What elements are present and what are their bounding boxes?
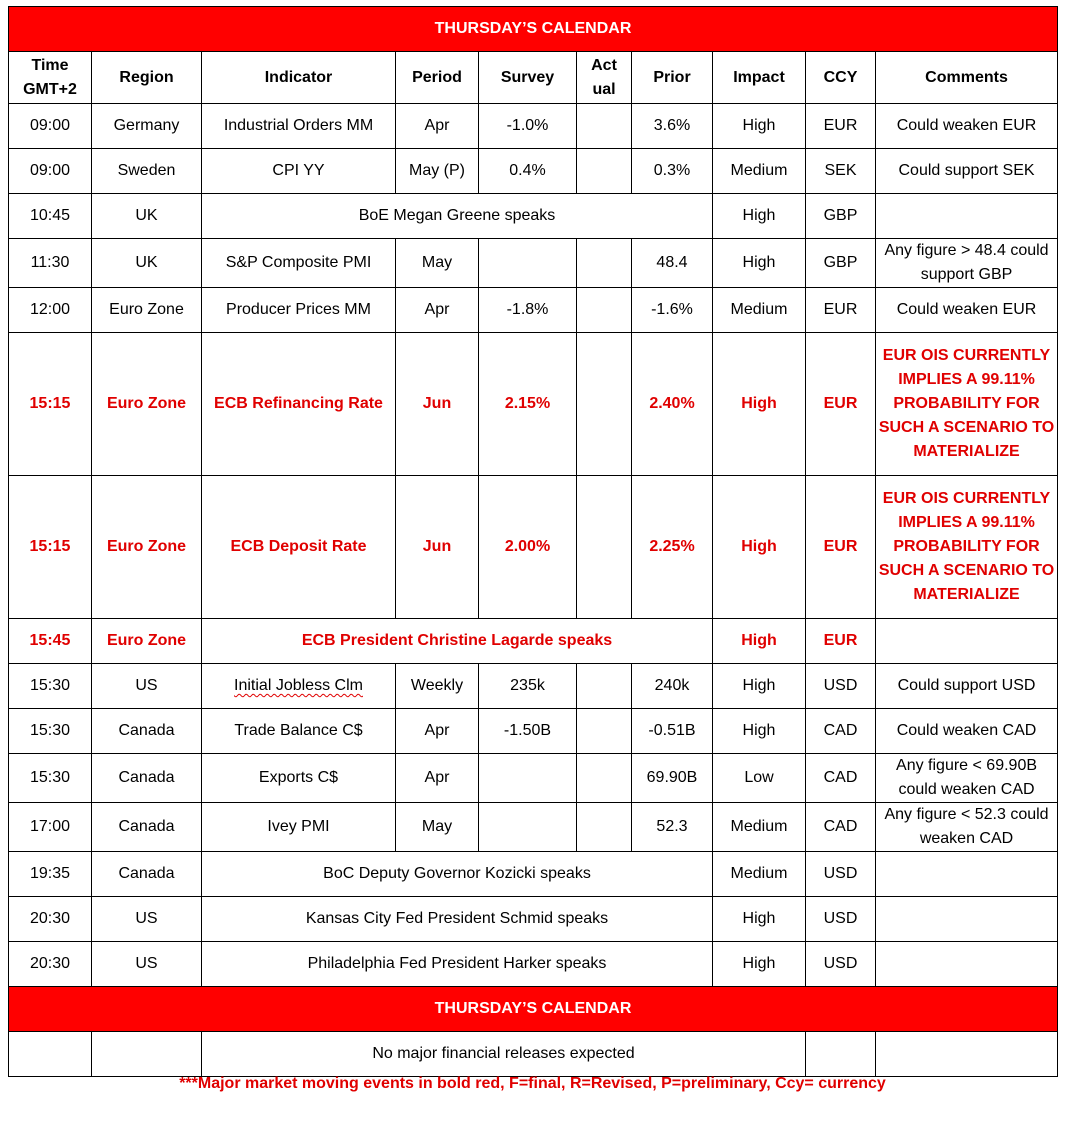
cell-impact: High bbox=[713, 333, 806, 476]
cell-actual bbox=[577, 288, 632, 333]
cell-actual bbox=[577, 476, 632, 619]
second-calendar-title: THURSDAY’S CALENDAR bbox=[9, 987, 1058, 1032]
cell-actual bbox=[577, 239, 632, 288]
cell-comments: Any figure < 52.3 could weaken CAD bbox=[876, 803, 1058, 852]
table-row-major bbox=[9, 476, 1058, 619]
calendar-wrapper bbox=[8, 6, 1057, 1077]
cell-comments bbox=[876, 194, 1058, 239]
cell-time: 20:30 bbox=[9, 942, 92, 987]
table-row bbox=[9, 852, 1058, 897]
cell-region: Euro Zone bbox=[92, 333, 202, 476]
cell-event: BoC Deputy Governor Kozicki speaks bbox=[202, 852, 713, 897]
cell-survey: -1.50B bbox=[479, 709, 577, 754]
cell-indicator bbox=[202, 664, 396, 709]
cell-region: US bbox=[92, 897, 202, 942]
cell-ccy: USD bbox=[806, 897, 876, 942]
cell-period: May bbox=[396, 239, 479, 288]
cell-actual bbox=[577, 149, 632, 194]
cell-impact: High bbox=[713, 194, 806, 239]
cell-ccy: CAD bbox=[806, 754, 876, 803]
cell-event: ECB President Christine Lagarde speaks bbox=[202, 619, 713, 664]
cell-indicator: Producer Prices MM bbox=[202, 288, 396, 333]
cell-ccy: EUR bbox=[806, 619, 876, 664]
cell-time: 17:00 bbox=[9, 803, 92, 852]
cell-impact: High bbox=[713, 942, 806, 987]
cell-prior: 2.40% bbox=[632, 333, 713, 476]
cell-period: May (P) bbox=[396, 149, 479, 194]
cell-time: 10:45 bbox=[9, 194, 92, 239]
cell-ccy: SEK bbox=[806, 149, 876, 194]
cell-region: Euro Zone bbox=[92, 288, 202, 333]
table-row bbox=[9, 942, 1058, 987]
cell-region: Euro Zone bbox=[92, 476, 202, 619]
header-prior: Prior bbox=[632, 52, 713, 104]
cell-comments: Could weaken EUR bbox=[876, 288, 1058, 333]
cell-ccy: USD bbox=[806, 942, 876, 987]
header-ccy: CCY bbox=[806, 52, 876, 104]
cell-indicator: S&P Composite PMI bbox=[202, 239, 396, 288]
cell-region: US bbox=[92, 664, 202, 709]
cell-ccy: CAD bbox=[806, 803, 876, 852]
cell-event: Kansas City Fed President Schmid speaks bbox=[202, 897, 713, 942]
empty-release-row bbox=[9, 1032, 1058, 1077]
cell-period: May bbox=[396, 803, 479, 852]
cell-time: 15:15 bbox=[9, 476, 92, 619]
table-row bbox=[9, 194, 1058, 239]
cell-ccy: USD bbox=[806, 852, 876, 897]
cell-time bbox=[9, 1032, 92, 1077]
cell-period: Jun bbox=[396, 333, 479, 476]
cell-ccy: EUR bbox=[806, 104, 876, 149]
cell-indicator: Industrial Orders MM bbox=[202, 104, 396, 149]
cell-time: 19:35 bbox=[9, 852, 92, 897]
cell-survey: 2.15% bbox=[479, 333, 577, 476]
cell-prior: 2.25% bbox=[632, 476, 713, 619]
cell-region: Canada bbox=[92, 709, 202, 754]
cell-region: Euro Zone bbox=[92, 619, 202, 664]
cell-event: BoE Megan Greene speaks bbox=[202, 194, 713, 239]
cell-impact: Low bbox=[713, 754, 806, 803]
cell-impact: Medium bbox=[713, 288, 806, 333]
cell-time: 09:00 bbox=[9, 104, 92, 149]
cell-region: UK bbox=[92, 239, 202, 288]
cell-indicator: Exports C$ bbox=[202, 754, 396, 803]
cell-impact: High bbox=[713, 619, 806, 664]
no-releases-message: No major financial releases expected bbox=[202, 1032, 806, 1077]
cell-period: Weekly bbox=[396, 664, 479, 709]
cell-impact: High bbox=[713, 897, 806, 942]
cell-actual bbox=[577, 754, 632, 803]
cell-ccy: EUR bbox=[806, 333, 876, 476]
footnote: ***Major market moving events in bold red, F=final, R=Revised, P=preliminary, Ccy= currency bbox=[179, 1075, 886, 1092]
cell-comments: Could support USD bbox=[876, 664, 1058, 709]
header-survey: Survey bbox=[479, 52, 577, 104]
cell-comments: Could weaken CAD bbox=[876, 709, 1058, 754]
cell-actual bbox=[577, 333, 632, 476]
cell-ccy bbox=[806, 1032, 876, 1077]
cell-region: Sweden bbox=[92, 149, 202, 194]
cell-region: UK bbox=[92, 194, 202, 239]
cell-ccy: USD bbox=[806, 664, 876, 709]
indicator-text: Initial Jobless Clm bbox=[234, 677, 363, 694]
cell-survey: 0.4% bbox=[479, 149, 577, 194]
cell-prior: 0.3% bbox=[632, 149, 713, 194]
header-impact: Impact bbox=[713, 52, 806, 104]
cell-time: 15:15 bbox=[9, 333, 92, 476]
cell-survey: -1.0% bbox=[479, 104, 577, 149]
cell-time: 20:30 bbox=[9, 897, 92, 942]
cell-survey: -1.8% bbox=[479, 288, 577, 333]
cell-period: Apr bbox=[396, 754, 479, 803]
header-indicator: Indicator bbox=[202, 52, 396, 104]
cell-time: 15:30 bbox=[9, 709, 92, 754]
table-row bbox=[9, 288, 1058, 333]
cell-comments bbox=[876, 942, 1058, 987]
cell-impact: High bbox=[713, 104, 806, 149]
cell-period: Apr bbox=[396, 709, 479, 754]
cell-survey bbox=[479, 803, 577, 852]
cell-comments: Could weaken EUR bbox=[876, 104, 1058, 149]
header-time: Time GMT+2 bbox=[9, 52, 92, 104]
cell-prior: 3.6% bbox=[632, 104, 713, 149]
cell-survey bbox=[479, 239, 577, 288]
cell-impact: High bbox=[713, 239, 806, 288]
cell-actual bbox=[577, 664, 632, 709]
cell-time: 09:00 bbox=[9, 149, 92, 194]
header-row bbox=[9, 52, 1058, 104]
header-region: Region bbox=[92, 52, 202, 104]
cell-survey: 235k bbox=[479, 664, 577, 709]
cell-prior: 69.90B bbox=[632, 754, 713, 803]
cell-ccy: EUR bbox=[806, 288, 876, 333]
cell-period: Apr bbox=[396, 104, 479, 149]
cell-impact: High bbox=[713, 664, 806, 709]
cell-prior: -0.51B bbox=[632, 709, 713, 754]
table-row bbox=[9, 664, 1058, 709]
cell-survey: 2.00% bbox=[479, 476, 577, 619]
cell-impact: High bbox=[713, 476, 806, 619]
cell-region bbox=[92, 1032, 202, 1077]
cell-survey bbox=[479, 754, 577, 803]
cell-ccy: EUR bbox=[806, 476, 876, 619]
cell-period: Apr bbox=[396, 288, 479, 333]
cell-region: Canada bbox=[92, 754, 202, 803]
cell-indicator: Trade Balance C$ bbox=[202, 709, 396, 754]
table-row bbox=[9, 149, 1058, 194]
cell-prior: 52.3 bbox=[632, 803, 713, 852]
cell-time: 12:00 bbox=[9, 288, 92, 333]
cell-indicator: ECB Deposit Rate bbox=[202, 476, 396, 619]
table-row bbox=[9, 709, 1058, 754]
cell-comments: Any figure < 69.90B could weaken CAD bbox=[876, 754, 1058, 803]
cell-indicator: ECB Refinancing Rate bbox=[202, 333, 396, 476]
cell-region: Canada bbox=[92, 852, 202, 897]
header-period: Period bbox=[396, 52, 479, 104]
cell-comments bbox=[876, 619, 1058, 664]
cell-prior: 240k bbox=[632, 664, 713, 709]
cell-region: Germany bbox=[92, 104, 202, 149]
cell-actual bbox=[577, 104, 632, 149]
table-row bbox=[9, 803, 1058, 852]
cell-time: 15:45 bbox=[9, 619, 92, 664]
cell-comments bbox=[876, 1032, 1058, 1077]
cell-prior: 48.4 bbox=[632, 239, 713, 288]
cell-indicator: CPI YY bbox=[202, 149, 396, 194]
cell-comments bbox=[876, 852, 1058, 897]
cell-period: Jun bbox=[396, 476, 479, 619]
cell-region: US bbox=[92, 942, 202, 987]
table-row-major bbox=[9, 333, 1058, 476]
cell-comments bbox=[876, 897, 1058, 942]
cell-actual bbox=[577, 709, 632, 754]
cell-ccy: GBP bbox=[806, 239, 876, 288]
cell-time: 15:30 bbox=[9, 754, 92, 803]
cell-ccy: CAD bbox=[806, 709, 876, 754]
calendar-title: THURSDAY’S CALENDAR bbox=[9, 7, 1058, 52]
table-row bbox=[9, 754, 1058, 803]
cell-region: Canada bbox=[92, 803, 202, 852]
cell-prior: -1.6% bbox=[632, 288, 713, 333]
cell-time: 11:30 bbox=[9, 239, 92, 288]
table-row bbox=[9, 104, 1058, 149]
table-row bbox=[9, 897, 1058, 942]
cell-comments: Could support SEK bbox=[876, 149, 1058, 194]
cell-indicator: Ivey PMI bbox=[202, 803, 396, 852]
table-row bbox=[9, 239, 1058, 288]
cell-comments: EUR OIS CURRENTLY IMPLIES A 99.11% PROBABILITY FOR SUCH A SCENARIO TO MATERIALIZE bbox=[876, 476, 1058, 619]
cell-ccy: GBP bbox=[806, 194, 876, 239]
cell-event: Philadelphia Fed President Harker speaks bbox=[202, 942, 713, 987]
cell-actual bbox=[577, 803, 632, 852]
cell-impact: Medium bbox=[713, 852, 806, 897]
calendar-table bbox=[8, 6, 1058, 1077]
cell-impact: Medium bbox=[713, 149, 806, 194]
cell-comments: EUR OIS CURRENTLY IMPLIES A 99.11% PROBABILITY FOR SUCH A SCENARIO TO MATERIALIZE bbox=[876, 333, 1058, 476]
cell-impact: Medium bbox=[713, 803, 806, 852]
cell-impact: High bbox=[713, 709, 806, 754]
header-comments: Comments bbox=[876, 52, 1058, 104]
cell-time: 15:30 bbox=[9, 664, 92, 709]
cell-comments: Any figure > 48.4 could support GBP bbox=[876, 239, 1058, 288]
table-row-major bbox=[9, 619, 1058, 664]
header-actual: Act ual bbox=[577, 52, 632, 104]
